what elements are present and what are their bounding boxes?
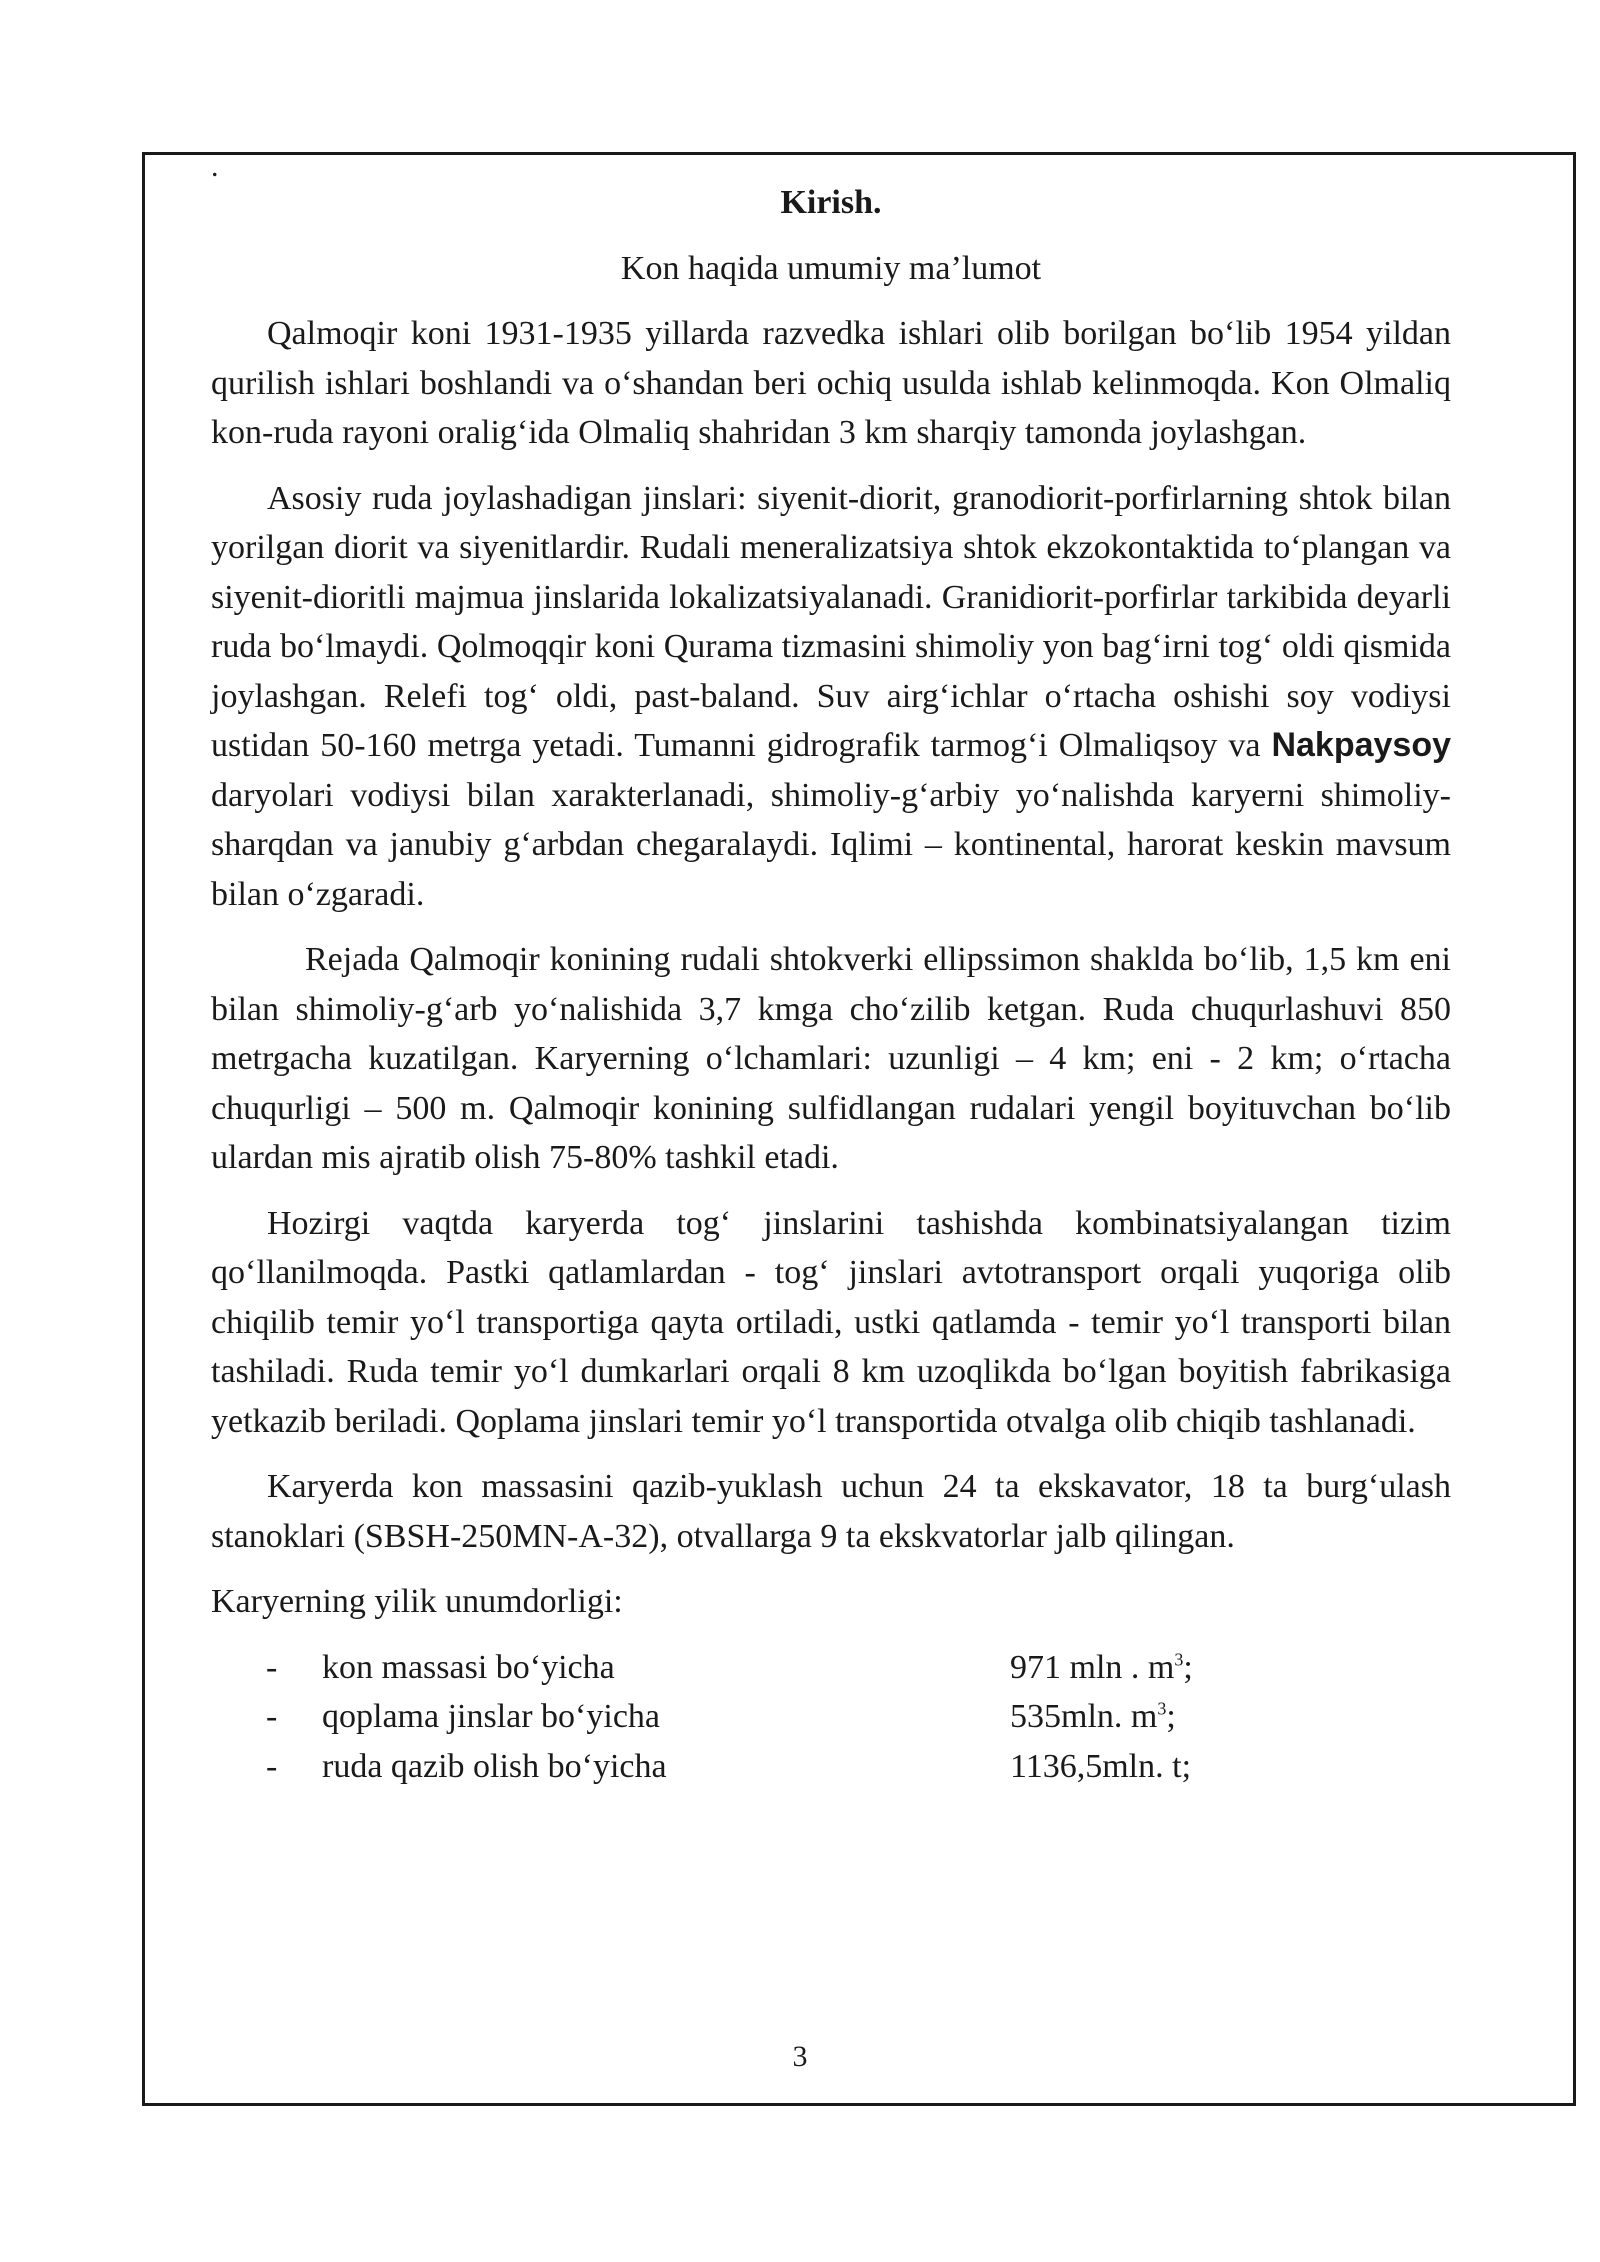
paragraph-3: Rejada Qalmoqir konining rudali shtokverki ellipssimon shaklda bo‘lib, 1,5 km eni bilan shimoliy-g‘arb yo‘nalishida 3,7 kmga cho‘zilib ketgan. Ruda chuqurlashuvi 850 metrgacha kuzatilgan. Karyerning o‘lchamlari: uzunligi – 4 km; eni - 2 km; o‘rtacha chuqurligi – 500 m. Qalmoqir konining sulfidlangan rudalari yengil boyituvchan bo‘lib ulardan mis ajratib olish 75-80% tashkil etadi.	[211, 941, 1451, 1176]
list-item-value	[1010, 1643, 1193, 1693]
productivity-list	[211, 1643, 1451, 1792]
list-dash: -	[266, 1747, 278, 1785]
section-title: Kirish.	[780, 184, 882, 221]
list-dash: -	[266, 1648, 278, 1686]
list-item	[211, 1643, 1451, 1693]
paragraph-5: Karyerda kon massasini qazib-yuklash uchun 24 ta ekskavator, 18 ta burg‘ulash stanoklari (SBSH-250MN-A-32), otvallarga 9 ta ekskvatorlar jalb qilingan.	[211, 1468, 1451, 1555]
list-item-label: ruda qazib olish bo‘yicha	[322, 1747, 667, 1785]
value-text: 535mln. m	[1010, 1698, 1158, 1735]
value-text: 971 mln . m	[1010, 1648, 1175, 1686]
paragraph-2-text-a: Asosiy ruda joylashadigan jinslari: siyenit-diorit, granodiorit-porfirlarning shtok bilan yorilgan diorit va siyenitlardir. Rudali meneralizatsiya shtok ekzokontaktida to‘plangan va siyenit-dioritli majmua jinslarida lokalizatsiyalanadi. Granidiorit-porfirlar tarkibida deyarli ruda bo‘lmaydi. Qolmoqqir koni Qurama tizmasini shimoliy yon bag‘irni tog‘ oldi qismida joylashgan. Relefi tog‘ oldi, past-baland. Suv airg‘ichlar o‘rtacha oshishi soy vodiysi ustidan 50-160 metrga yetadi. Tumanni gidrografik tarmog‘i Olmaliqsoy va	[211, 479, 1451, 764]
paragraph-1: Qalmoqir koni 1931-1935 yillarda razvedka ishlari olib borilgan bo‘lib 1954 yildan qurilish ishlari boshlandi va o‘shandan beri ochiq usulda ishlab kelinmoqda. Kon Olmaliq kon-ruda rayoni oralig‘ida Olmaliq shahridan 3 km sharqiy tamonda joylashgan.	[211, 315, 1451, 451]
value-superscript: 3	[1157, 1698, 1167, 1719]
paragraph-6: Karyerning yilik unumdorligi:	[211, 1583, 623, 1620]
list-dash: -	[266, 1698, 278, 1735]
list-item-value	[1010, 1692, 1176, 1742]
section-subtitle: Kon haqida umumiy ma’lumot	[620, 249, 1042, 287]
paragraph-2-text-b: daryolari vodiysi bilan xarakterlanadi, shimoliy-g‘arbiy yo‘nalishda karyerni shimoliy-sharqdan va janubiy g‘arbdan chegaralaydi. Iqlimi – kontinental, harorat keskin mavsum bilan o‘zgaradi.	[211, 776, 1451, 913]
list-item	[211, 1742, 1451, 1792]
stray-mark: .	[211, 150, 219, 183]
value-superscript: 3	[1174, 1649, 1184, 1670]
paragraph-4: Hozirgi vaqtda karyerda tog‘ jinslarini tashishda kombinatsiyalangan tizim qo‘llanilmoqda. Pastki qatlamlardan - tog‘ jinslari avtotransport orqali yuqoriga olib chiqilib temir yo‘l transportiga qayta ortiladi, ustki qatlamda - temir yo‘l transporti bilan tashiladi. Ruda temir yo‘l dumkarlari orqali 8 km uzoqlikda bo‘lgan boyitish fabrikasiga yetkazib beriladi. Qoplama jinslari temir yo‘l transportida otvalga olib chiqib tashlanadi.	[211, 1204, 1451, 1440]
list-item	[211, 1692, 1451, 1742]
list-item-value: 1136,5mln. t;	[1010, 1747, 1192, 1785]
paragraph-2-bold-term: Nakpaysoy	[1271, 726, 1451, 764]
list-item-label: qoplama jinslar bo‘yicha	[322, 1698, 661, 1735]
page-number: 3	[792, 2040, 808, 2073]
paragraph-2	[211, 474, 1451, 920]
value-tail: ;	[1183, 1648, 1193, 1686]
list-item-label: kon massasi bo‘yicha	[322, 1648, 615, 1686]
value-tail: ;	[1166, 1698, 1176, 1735]
document-body	[211, 178, 1451, 1791]
